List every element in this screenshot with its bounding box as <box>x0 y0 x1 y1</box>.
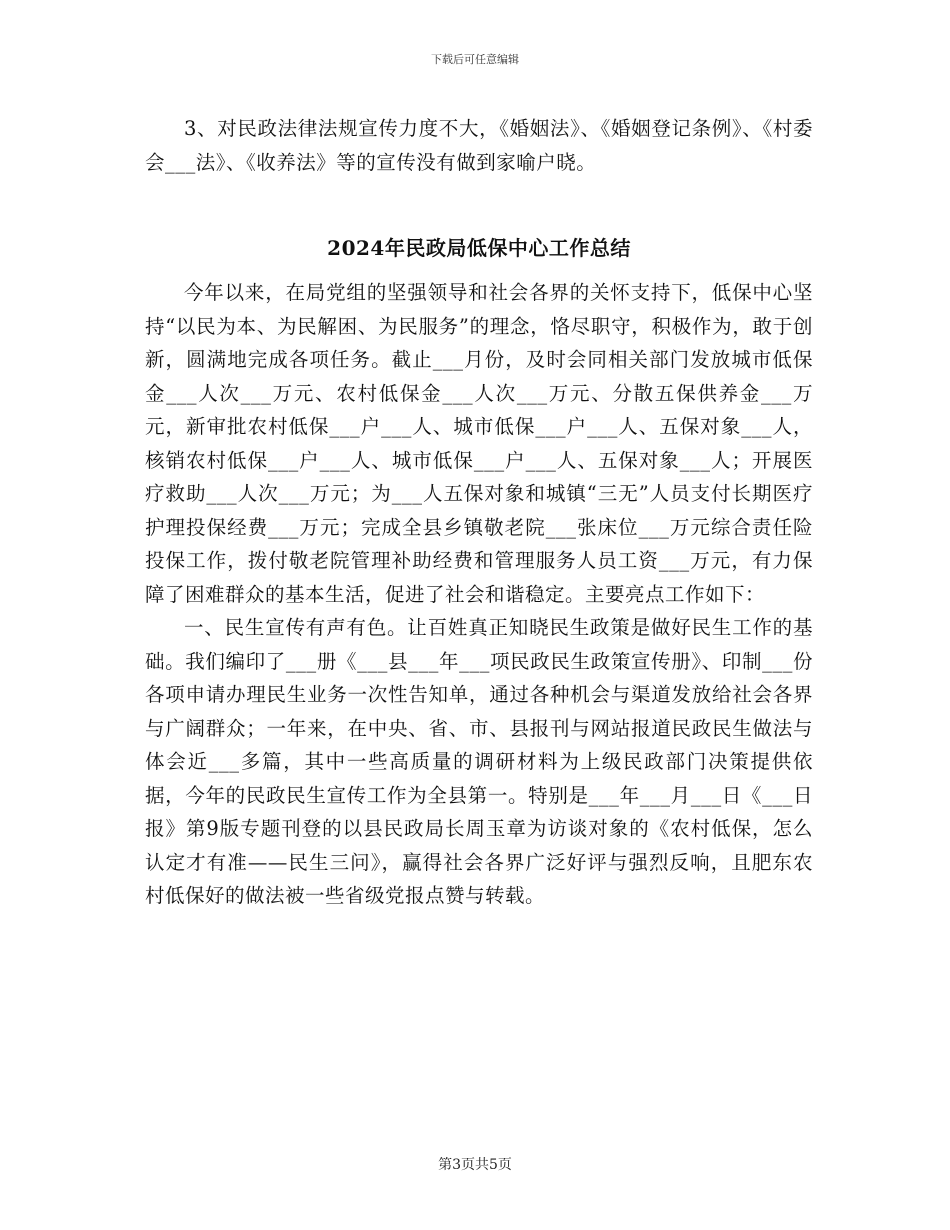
document-title: 2024年民政局低保中心工作总结 <box>327 236 631 260</box>
highlight-paragraph-1: 一、民生宣传有声有色。让百姓真正知晓民生政策是做好民生工作的基础。我们编印了___册《___县___年___项民政民生政策宣传册》、印制___份各项申请办理民生业务一次性告知单，通过各种机会与渠道发放给社会各界与广阔群众；一年来，在中央、省、市、县报刊与网站报道民政民生做法与体会近___多篇，其中一些高质量的调研材料为上级民政部门决策提供依据，今年的民政民生宣传工作为全县第一。特别是___年___月___日《___日报》第9版专题刊登的以县民政局长周玉章为访谈对象的《农村低保，怎么认定才有准——民生三问》，赢得社会各界广泛好评与强烈反响，且肥东农村低保好的做法被一些省级党报点赞与转载。 <box>145 616 813 907</box>
intro-paragraph: 3、对民政法律法规宣传力度不大，《婚姻法》、《婚姻登记条例》、《村委会___法》、《收养法》等的宣传没有做到家喻户晓。 <box>145 117 813 174</box>
page-number: 第3页共5页 <box>438 1157 512 1173</box>
document-body <box>145 112 813 913</box>
summary-paragraph: 今年以来，在局党组的坚强领导和社会各界的关怀支持下，低保中心坚持“以民为本、为民解困、为民服务”的理念，恪尽职守，积极作为，敢于创新，圆满地完成各项任务。截止___月份，及时会同相关部门发放城市低保金___人次___万元、农村低保金___人次___万元、分散五保供养金___万元，新审批农村低保___户___人、城市低保___户___人、五保对象___人，核销农村低保___户___人、城市低保___户___人、五保对象___人；开展医疗救助___人次___万元；为___人五保对象和城镇“三无”人员支付长期医疗护理投保经费___万元；完成全县乡镇敬老院___张床位___万元综合责任险投保工作，拨付敬老院管理补助经费和管理服务人员工资___万元，有力保障了困难群众的基本生活，促进了社会和谐稳定。主要亮点工作如下： <box>145 281 813 606</box>
page-header-note: 下载后可任意编辑 <box>431 53 519 66</box>
